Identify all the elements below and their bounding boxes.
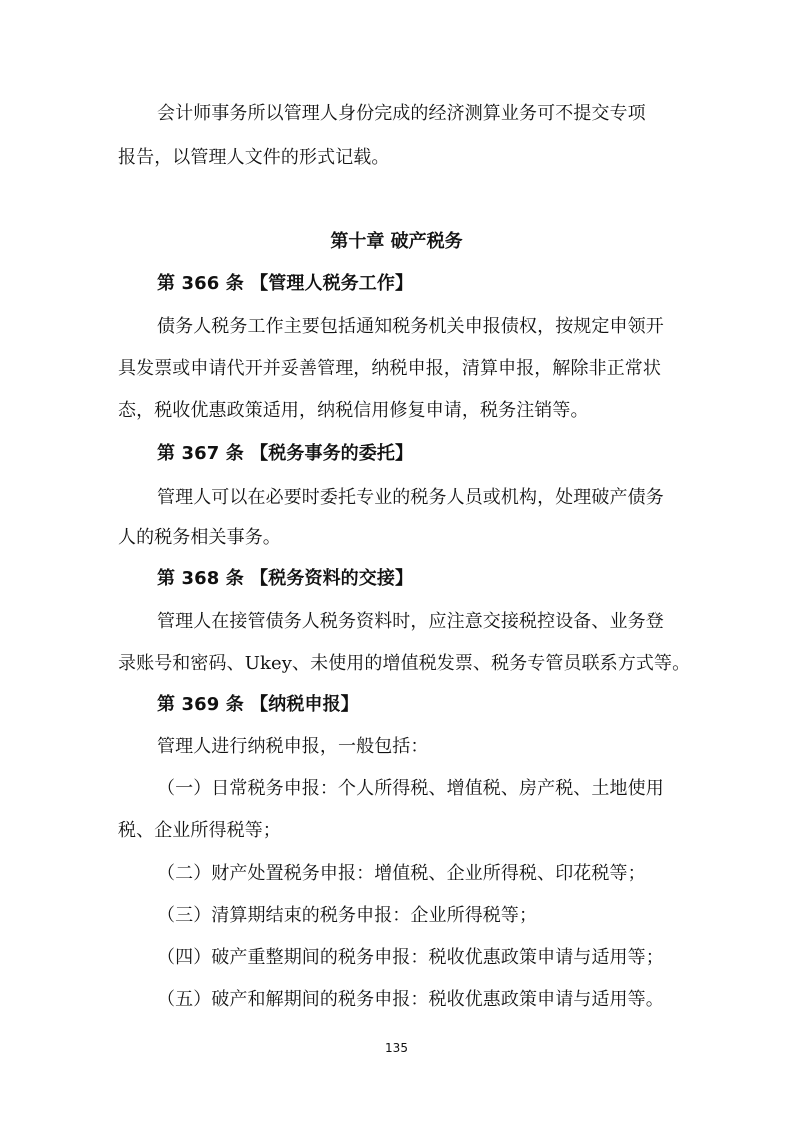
chapter-title: 第十章 破产税务	[330, 231, 463, 252]
article-369-line-1: 管理人进行纳税申报，一般包括：	[157, 736, 429, 757]
article-368-line-1: 管理人在接管债务人税务资料时，应注意交接税控设备、业务登	[157, 611, 664, 632]
intro-line-2: 报告，以管理人文件的形式记载。	[118, 147, 390, 168]
article-367-line-1: 管理人可以在必要时委托专业的税务人员或机构，处理破产债务	[157, 487, 664, 508]
page-number: 135	[385, 1041, 408, 1055]
article-368-heading: 第 368 条 【税务资料的交接】	[157, 568, 414, 589]
article-367-heading: 第 367 条 【税务事务的委托】	[157, 443, 414, 464]
article-367-line-2: 人的税务相关事务。	[118, 527, 281, 548]
article-368-line-2: 录账号和密码、Ukey、未使用的增值税发票、税务专管员联系方式等。	[118, 653, 691, 674]
article-369-heading: 第 369 条 【纳税申报】	[157, 694, 359, 715]
article-369-line-3: 税、企业所得税等；	[118, 820, 281, 841]
article-369-line-2: （一）日常税务申报：个人所得税、增值税、房产税、土地使用	[157, 778, 664, 799]
article-369-line-4: （二）财产处置税务申报：增值税、企业所得税、印花税等；	[157, 863, 646, 884]
article-369-line-6: （四）破产重整期间的税务申报：税收优惠政策申请与适用等；	[157, 947, 664, 968]
article-366-line-1: 债务人税务工作主要包括通知税务机关申报债权，按规定申领开	[157, 316, 664, 337]
article-369-line-5: （三）清算期结束的税务申报：企业所得税等；	[157, 905, 538, 926]
intro-line-1: 会计师事务所以管理人身份完成的经济测算业务可不提交专项	[157, 103, 646, 124]
article-366-line-3: 态，税收优惠政策适用，纳税信用修复申请，税务注销等。	[118, 400, 589, 421]
article-366-line-2: 具发票或申请代开并妥善管理，纳税申报，清算申报，解除非正常状	[118, 358, 661, 379]
article-369-line-7: （五）破产和解期间的税务申报：税收优惠政策申请与适用等。	[157, 989, 664, 1010]
article-366-heading: 第 366 条 【管理人税务工作】	[157, 273, 414, 294]
